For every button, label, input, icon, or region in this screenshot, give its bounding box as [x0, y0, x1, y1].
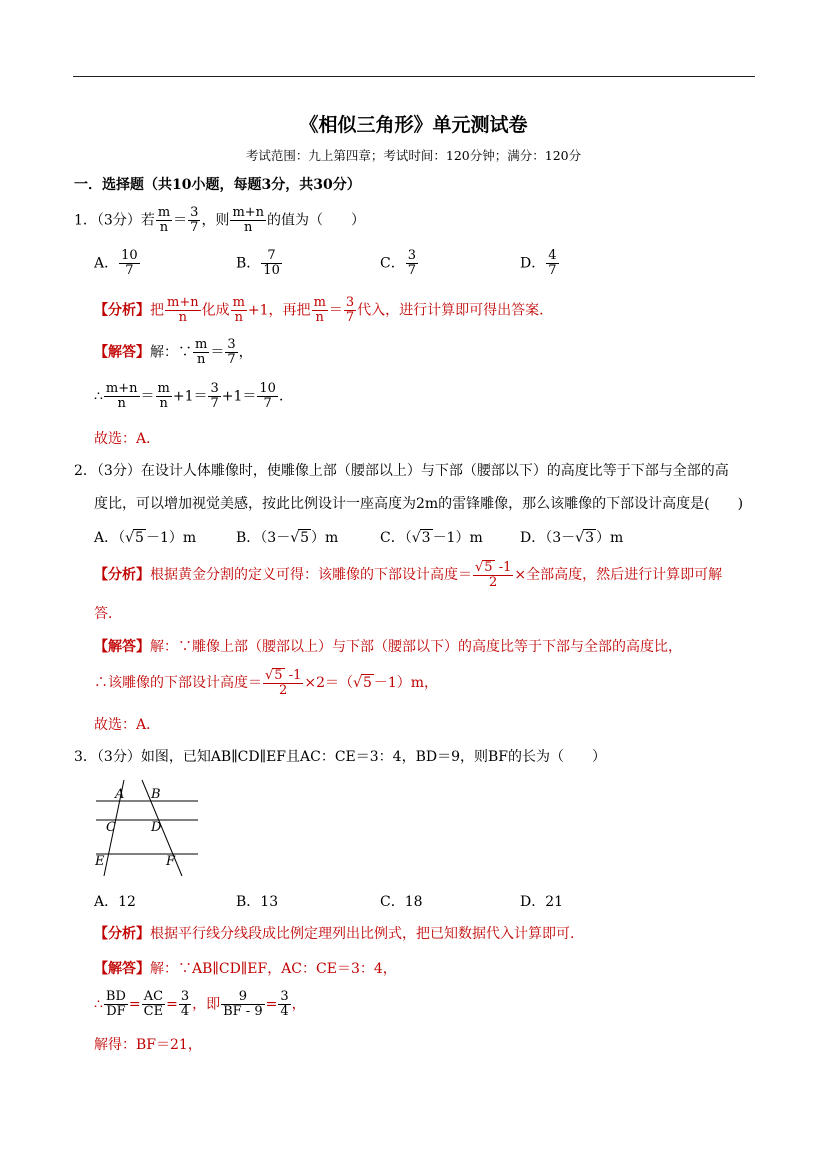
q3-option-a[interactable]: A．12: [94, 894, 136, 910]
q1-analysis: 【分析】把 $\frac{m+n}{n}$ 化成 $\frac{m}{n}$ +1，再把 $\frac{m}{n}$ ＝ $\frac{3}{7}$ 代入，进行计算即可得出答案．: [94, 295, 554, 325]
point-label-e: E: [95, 854, 105, 869]
q2-solution-calc: ∴该雕像的下部设计高度＝ $\frac{√5 -1}{2}$ ×2＝（√5 －1）m，: [94, 668, 439, 698]
point-label-a: A: [115, 787, 125, 802]
q2-option-a[interactable]: A．（√5 －1）m: [94, 530, 197, 546]
point-label-b: B: [151, 787, 161, 802]
q1-stem: 1．（3分）若 $\frac{m}{n}$ ＝ $\frac{3}{7}$ ，则 $\frac{m+n}{n}$ 的值为（ ）: [74, 205, 366, 235]
q3-solution: 【解答】解：∵AB∥CD∥EF，AC：CE＝3：4，: [94, 961, 397, 977]
q1-solution: 【解答】解：∵ $\frac{m}{n}$ ＝ $\frac{3}{7}$ ，: [94, 337, 253, 367]
q2-stem-line1: 2．（3分）在设计人体雕像时，使雕像上部（腰部以上）与下部（腰部以下）的高度比等于下部与全部的高: [74, 463, 729, 479]
exam-info: 考试范围：九上第四章；考试时间：120分钟；满分：120分: [245, 148, 582, 163]
q2-option-d[interactable]: D．（3－√3 ）m: [520, 530, 624, 546]
q2-solution: 【解答】解：∵雕像上部（腰部以上）与下部（腰部以下）的高度比等于下部与全部的高度比，: [94, 639, 682, 655]
fraction: $\frac{3}{7}$: [190, 205, 199, 235]
q2-analysis: 【分析】根据黄金分割的定义可得：该雕像的下部设计高度＝ $\frac{√5 -1}{2}$ ×全部高度，然后进行计算即可解: [94, 560, 723, 590]
fraction: $\frac{m+n}{n}$: [232, 205, 265, 235]
q2-option-c[interactable]: C．（√3 －1）m: [380, 530, 483, 546]
page-title: 《相似三角形》单元测试卷: [299, 114, 528, 136]
q1-answer: 故选：A．: [94, 431, 161, 447]
section-heading: 一．选择题（共10小题，每题3分，共30分）: [74, 177, 361, 193]
point-label-f: F: [166, 854, 176, 869]
q3-option-c[interactable]: C．18: [380, 894, 423, 910]
q1-option-b[interactable]: B． $\frac{7}{10}$: [236, 248, 280, 278]
header-rule: [73, 76, 755, 77]
q3-option-d[interactable]: D．21: [520, 894, 564, 910]
fraction: $\frac{m}{n}$: [157, 205, 171, 235]
q2-stem-line2: 度比，可以增加视觉美感，按此比例设计一座高度为2m的雷锋雕像，那么该雕像的下部设计高度是( ): [94, 496, 744, 512]
q2-analysis-cont: 答．: [94, 606, 122, 622]
q1-solution-calc: ∴ $\frac{m+n}{n}$ ＝ $\frac{m}{n}$ +1＝ $\frac{3}{7}$ +1＝ $\frac{10}{7}$ ．: [94, 381, 293, 411]
q1-option-a[interactable]: A． $\frac{10}{7}$: [94, 248, 138, 278]
q2-answer: 故选：A．: [94, 717, 161, 733]
point-label-c: C: [106, 820, 116, 835]
q3-stem: 3．（3分）如图，已知AB∥CD∥EF且AC：CE＝3：4，BD＝9，则BF的长为（ ）: [74, 749, 607, 765]
q2-option-b[interactable]: B．（3－√5 ）m: [236, 530, 339, 546]
q1-option-d[interactable]: D． $\frac{4}{7}$: [520, 248, 557, 278]
q3-option-b[interactable]: B．13: [236, 894, 279, 910]
q3-answer: 解得：BF＝21，: [94, 1037, 202, 1053]
q3-analysis: 【分析】根据平行线分线段成比例定理列出比例式，把已知数据代入计算即可．: [94, 926, 584, 942]
point-label-d: D: [151, 820, 162, 835]
parallel-lines-figure: [90, 778, 205, 878]
q1-option-c[interactable]: C． $\frac{3}{7}$: [380, 248, 416, 278]
q3-solution-calc: ∴ $\frac{BD}{DF}$ = $\frac{AC}{CE}$ = $\frac{3}{4}$ ，即 $\frac{9}{BF - 9}$ = $\frac{3}{4}$ ，: [94, 989, 306, 1019]
